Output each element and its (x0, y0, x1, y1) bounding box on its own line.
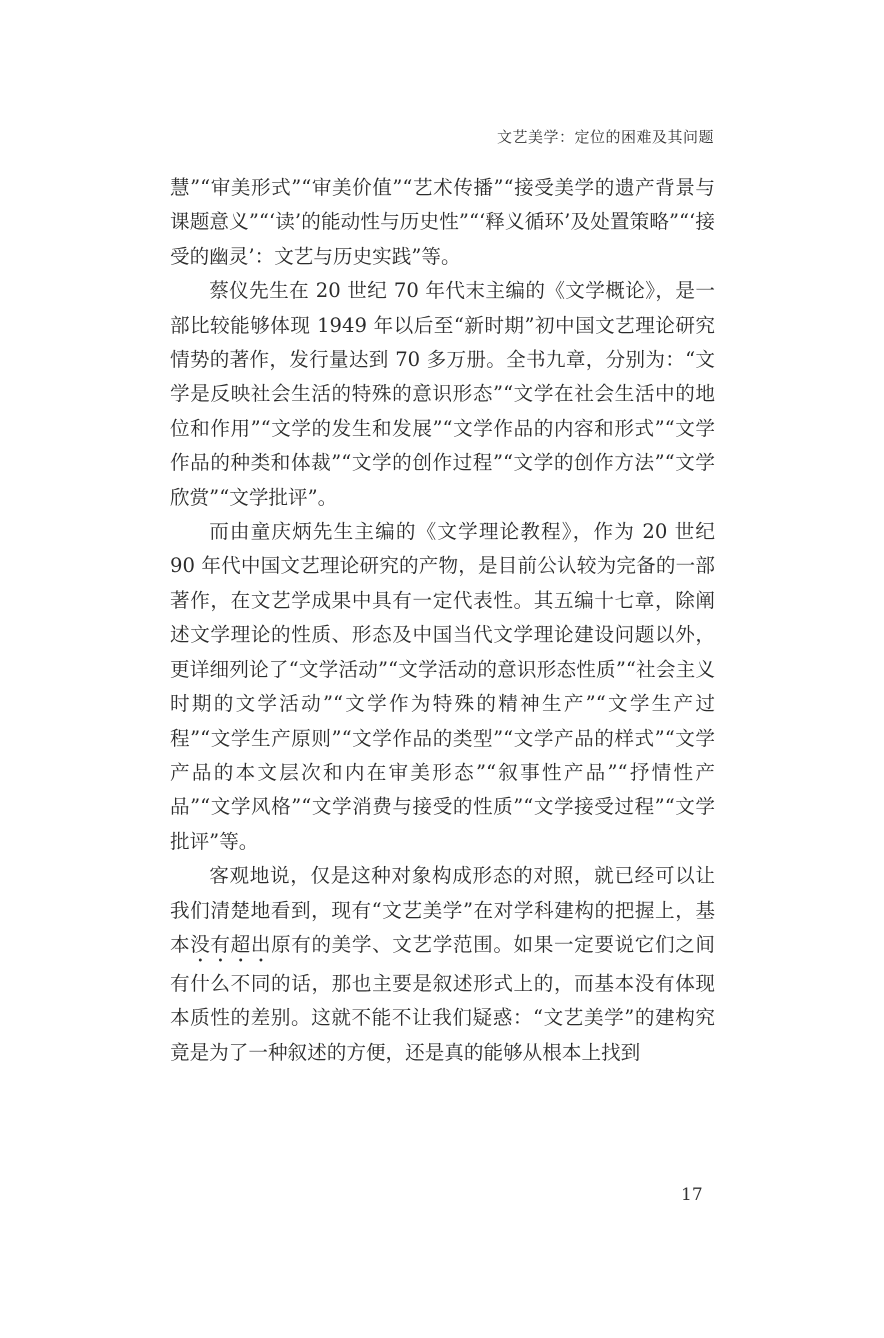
paragraph-4 (170, 859, 715, 1070)
page-number: 17 (681, 1185, 703, 1205)
paragraph-2: 蔡仪先生在 20 世纪 70 年代末主编的《文学概论》，是一部比较能够体现 1949 年以后至“新时期”初中国文艺理论研究情势的著作，发行量达到 70 多万册。全书九章，分别为：“文学是反映社会生活的特殊的意识形态”“文学在社会生活中的地位和作用”“文学的发生和发展”“文学作品的内容和形式”“文学作品的种类和体裁”“文学的创作过程”“文学的创作方法”“文学欣赏”“文学批评”。 (170, 279, 715, 509)
paragraph-3: 而由童庆炳先生主编的《文学理论教程》，作为 20 世纪 90 年代中国文艺理论研究的产物，是目前公认较为完备的一部著作，在文艺学成果中具有一定代表性。其五编十七章，除阐述文学理论的性质、形态及中国当代文学理论建设问题以外，更详细列论了“文学活动”“文学活动的意识形态性质”“社会主义时期的文学活动”“文学作为特殊的精神生产”“文学生产过程”“文学生产原则”“文学作品的类型”“文学产品的样式”“文学产品的本文层次和内在审美形态”“叙事性产品”“抒情性产品”“文学风格”“文学消费与接受的性质”“文学接受过程”“文学批评”等。 (170, 520, 715, 853)
running-head: 文艺美学：定位的困难及其问题 (496, 128, 714, 146)
paragraph-4-text-before: 客观地说，仅是这种对象构成形态的对照，就已经可以让我们清楚地看到，现有“文艺美学”在对学科建构的把握上，基本 (170, 864, 715, 956)
paragraph-1: 慧”“审美形式”“审美价值”“艺术传播”“接受美学的遗产背景与课题意义”“‘读’的能动性与历史性”“‘释义循环’及处置策略”“‘接受的幽灵’：文艺与历史实践”等。 (170, 176, 715, 268)
body-text (170, 171, 715, 1070)
paragraph-4-text-after: 原有的美学、文艺学范围。如果一定要说它们之间有什么不同的话，那也主要是叙述形式上的，而基本没有体现本质性的差别。这就不能不让我们疑惑：“文艺美学”的建构究竟是为了一种叙述的方便，还是真的能够从根本上找到 (170, 932, 716, 1064)
emphasized-phrase: 没有超出 (190, 932, 272, 956)
